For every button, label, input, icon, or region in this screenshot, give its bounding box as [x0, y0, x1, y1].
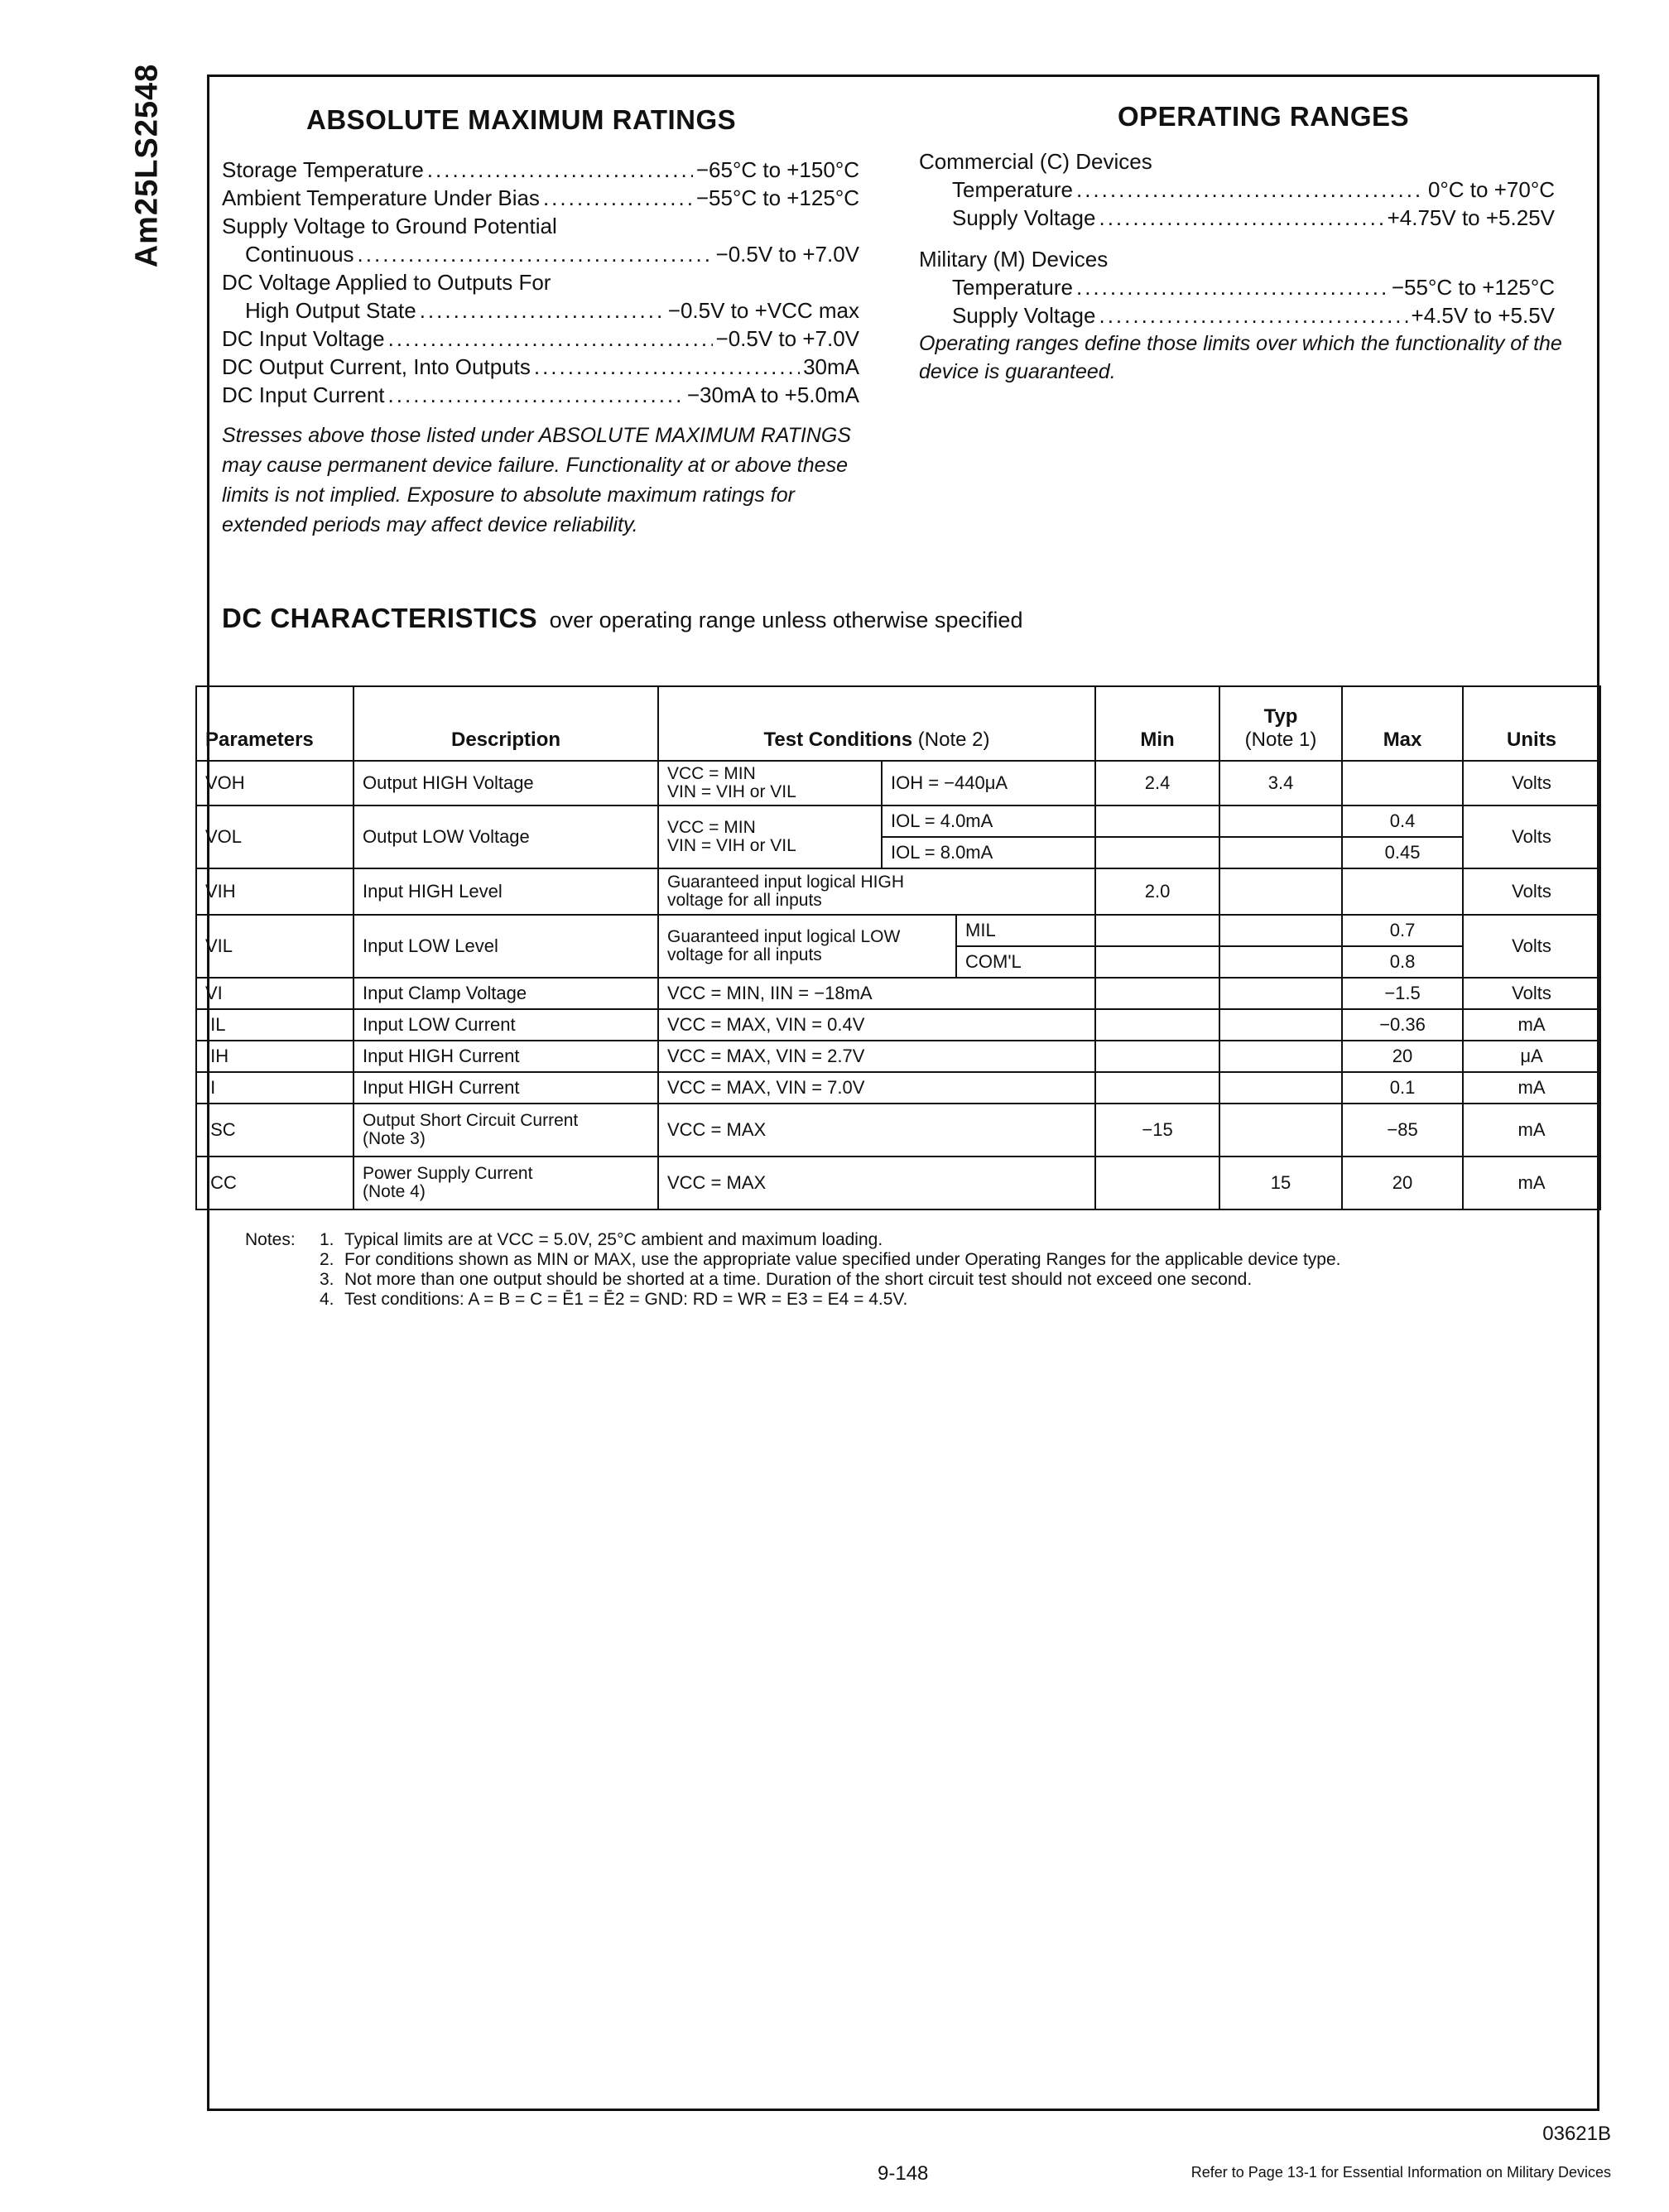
typ-iih [1219, 1041, 1342, 1072]
abs-dc-input-voltage: DC Input Voltage ..... −0.5V to +7.0V [222, 326, 859, 352]
cond-vi: VCC = MIN, IIN = −18mA [658, 978, 1095, 1009]
abs-max-title: ABSOLUTE MAXIMUM RATINGS [306, 104, 737, 135]
max-icc: 20 [1342, 1156, 1463, 1209]
op-military-temp: Temperature ..... −55°C to +125°C [952, 275, 1555, 301]
subcond-vol-2: IOL = 8.0mA [882, 837, 1095, 868]
desc-icc: Power Supply Current (Note 4) [354, 1156, 658, 1209]
row-vi [196, 978, 1600, 1009]
typ-voh: 3.4 [1219, 761, 1342, 805]
dc-title: DC CHARACTERISTICS [222, 603, 538, 633]
min-vil-2 [1095, 946, 1219, 978]
units-icc: mA [1463, 1156, 1600, 1209]
min-vi [1095, 978, 1219, 1009]
param-iih: IIH [196, 1041, 354, 1072]
abs-supply-voltage-label: Supply Voltage to Ground Potential [222, 214, 557, 238]
max-vol-1: 0.4 [1342, 805, 1463, 837]
cond-iih: VCC = MAX, VIN = 2.7V [658, 1041, 1095, 1072]
desc-vil: Input LOW Level [354, 915, 658, 978]
dc-header-row [196, 686, 1600, 761]
param-vol: VOL [196, 805, 354, 868]
abs-storage-temp: Storage Temperature ..... −65°C to +150°C [222, 157, 859, 183]
dc-heading [222, 603, 1022, 634]
op-military-supply: Supply Voltage ..... +4.5V to +5.5V [952, 303, 1555, 329]
hdr-test-conditions: Test Conditions (Note 2) [658, 686, 1095, 761]
abs-max-note: Stresses above those listed under ABSOLUTE MAXIMUM RATINGS may cause permanent device failure. Functionality at or above these limits is not implied. Exposure to absolute maximum ratings for extended periods may affect device reliability. [222, 424, 851, 536]
min-vol-1 [1095, 805, 1219, 837]
typ-vi [1219, 978, 1342, 1009]
units-vil: Volts [1463, 915, 1600, 978]
min-vih: 2.0 [1095, 868, 1219, 915]
min-isc: −15 [1095, 1104, 1219, 1156]
min-iih [1095, 1041, 1219, 1072]
row-voh [196, 761, 1600, 805]
note-3: 3. Not more than one output should be shorted at a time. Duration of the short circuit test should not exceed one second. [320, 1270, 1253, 1289]
min-iil [1095, 1009, 1219, 1041]
units-ii: mA [1463, 1072, 1600, 1104]
min-vol-2 [1095, 837, 1219, 868]
note-1: Notes: 1. Typical limits are at VCC = 5.0V, 25°C ambient and maximum loading. [245, 1230, 883, 1249]
units-iil: mA [1463, 1009, 1600, 1041]
op-commercial-temp: Temperature ..... 0°C to +70°C [952, 177, 1555, 203]
units-vih: Volts [1463, 868, 1600, 915]
desc-vi: Input Clamp Voltage [354, 978, 658, 1009]
param-icc: ICC [196, 1156, 354, 1209]
units-iih: μA [1463, 1041, 1600, 1072]
param-iil: IIL [196, 1009, 354, 1041]
cond-icc: VCC = MAX [658, 1156, 1095, 1209]
subcond-vil-2: COM'L [956, 946, 1095, 978]
notes-block [245, 1230, 1341, 1310]
cond-voh: VCC = MIN VIN = VIH or VIL [658, 761, 882, 805]
cond-vol: VCC = MIN VIN = VIH or VIL [658, 805, 882, 868]
figure-code: 03621B [1542, 2123, 1611, 2145]
max-vil-2: 0.8 [1342, 946, 1463, 978]
desc-iih: Input HIGH Current [354, 1041, 658, 1072]
param-vil: VIL [196, 915, 354, 978]
note-2: 2. For conditions shown as MIN or MAX, use the appropriate value specified under Operating Ranges for the applicable device type. [320, 1250, 1341, 1269]
units-voh: Volts [1463, 761, 1600, 805]
row-icc [196, 1156, 1600, 1209]
op-commercial-supply: Supply Voltage ..... +4.75V to +5.25V [952, 205, 1555, 231]
typ-vil-1 [1219, 915, 1342, 946]
op-ranges-note: Operating ranges define those limits over which the functionality of the device is guaranteed. [919, 332, 1562, 383]
max-iil: −0.36 [1342, 1009, 1463, 1041]
side-part-number: Am25LS2548 [129, 63, 165, 268]
max-iih: 20 [1342, 1041, 1463, 1072]
typ-vil-2 [1219, 946, 1342, 978]
hdr-min: Min [1095, 686, 1219, 761]
typ-icc: 15 [1219, 1156, 1342, 1209]
dc-characteristics-table [195, 685, 1601, 1210]
desc-vol: Output LOW Voltage [354, 805, 658, 868]
desc-ii: Input HIGH Current [354, 1072, 658, 1104]
desc-isc: Output Short Circuit Current (Note 3) [354, 1104, 658, 1156]
cond-vih: Guaranteed input logical HIGH voltage for all inputs [658, 868, 1095, 915]
note-4: 4. Test conditions: A = B = C = Ē1 = Ē2 = GND: RD = WR = E3 = E4 = 4.5V. [320, 1290, 908, 1309]
cond-vil: Guaranteed input logical LOW voltage for all inputs [658, 915, 956, 978]
param-vi: VI [196, 978, 354, 1009]
hdr-typ: Typ (Note 1) [1219, 686, 1342, 761]
typ-ii [1219, 1072, 1342, 1104]
abs-continuous: Continuous ..... −0.5V to +7.0V [245, 242, 859, 267]
typ-vol-2 [1219, 837, 1342, 868]
row-isc [196, 1104, 1600, 1156]
min-ii [1095, 1072, 1219, 1104]
max-vol-2: 0.45 [1342, 837, 1463, 868]
abs-ambient-temp: Ambient Temperature Under Bias ..... −55°C to +125°C [222, 185, 859, 211]
row-vil-a [196, 915, 1600, 946]
param-voh: VOH [196, 761, 354, 805]
param-ii: II [196, 1072, 354, 1104]
row-vih [196, 868, 1600, 915]
hdr-parameters: Parameters [196, 686, 354, 761]
op-ranges-title: OPERATING RANGES [1118, 101, 1410, 132]
max-ii: 0.1 [1342, 1072, 1463, 1104]
min-icc [1095, 1156, 1219, 1209]
page-number: 9-148 [878, 2162, 929, 2185]
min-voh: 2.4 [1095, 761, 1219, 805]
subcond-voh: IOH = −440μA [882, 761, 1095, 805]
cond-ii: VCC = MAX, VIN = 7.0V [658, 1072, 1095, 1104]
subcond-vil-1: MIL [956, 915, 1095, 946]
abs-dc-voltage-outputs-label: DC Voltage Applied to Outputs For [222, 270, 551, 295]
hdr-description: Description [354, 686, 658, 761]
units-vi: Volts [1463, 978, 1600, 1009]
row-ii [196, 1072, 1600, 1104]
typ-vih [1219, 868, 1342, 915]
row-vol-a [196, 805, 1600, 837]
typ-isc [1219, 1104, 1342, 1156]
max-voh [1342, 761, 1463, 805]
max-vih [1342, 868, 1463, 915]
min-vil-1 [1095, 915, 1219, 946]
op-commercial-label: Commercial (C) Devices [919, 149, 1152, 174]
max-vi: −1.5 [1342, 978, 1463, 1009]
max-isc: −85 [1342, 1104, 1463, 1156]
abs-high-output-state: High Output State ..... −0.5V to +VCC max [245, 298, 859, 324]
units-isc: mA [1463, 1104, 1600, 1156]
row-iil [196, 1009, 1600, 1041]
row-iih [196, 1041, 1600, 1072]
units-vol: Volts [1463, 805, 1600, 868]
desc-iil: Input LOW Current [354, 1009, 658, 1041]
subcond-vol-1: IOL = 4.0mA [882, 805, 1095, 837]
desc-vih: Input HIGH Level [354, 868, 658, 915]
abs-dc-input-current: DC Input Current ..... −30mA to +5.0mA [222, 382, 859, 408]
military-reference-note: Refer to Page 13-1 for Essential Information on Military Devices [1190, 2164, 1611, 2181]
notes-label: Notes: [245, 1230, 296, 1249]
op-military-label: Military (M) Devices [919, 247, 1109, 272]
param-isc: ISC [196, 1104, 354, 1156]
param-vih: VIH [196, 868, 354, 915]
max-vil-1: 0.7 [1342, 915, 1463, 946]
desc-voh: Output HIGH Voltage [354, 761, 658, 805]
cond-isc: VCC = MAX [658, 1104, 1095, 1156]
dc-subtitle: over operating range unless otherwise specified [549, 608, 1023, 632]
hdr-units: Units [1463, 686, 1600, 761]
hdr-max: Max [1342, 686, 1463, 761]
typ-vol-1 [1219, 805, 1342, 837]
cond-iil: VCC = MAX, VIN = 0.4V [658, 1009, 1095, 1041]
abs-dc-output-current: DC Output Current, Into Outputs ..... 30mA [222, 354, 859, 380]
typ-iil [1219, 1009, 1342, 1041]
